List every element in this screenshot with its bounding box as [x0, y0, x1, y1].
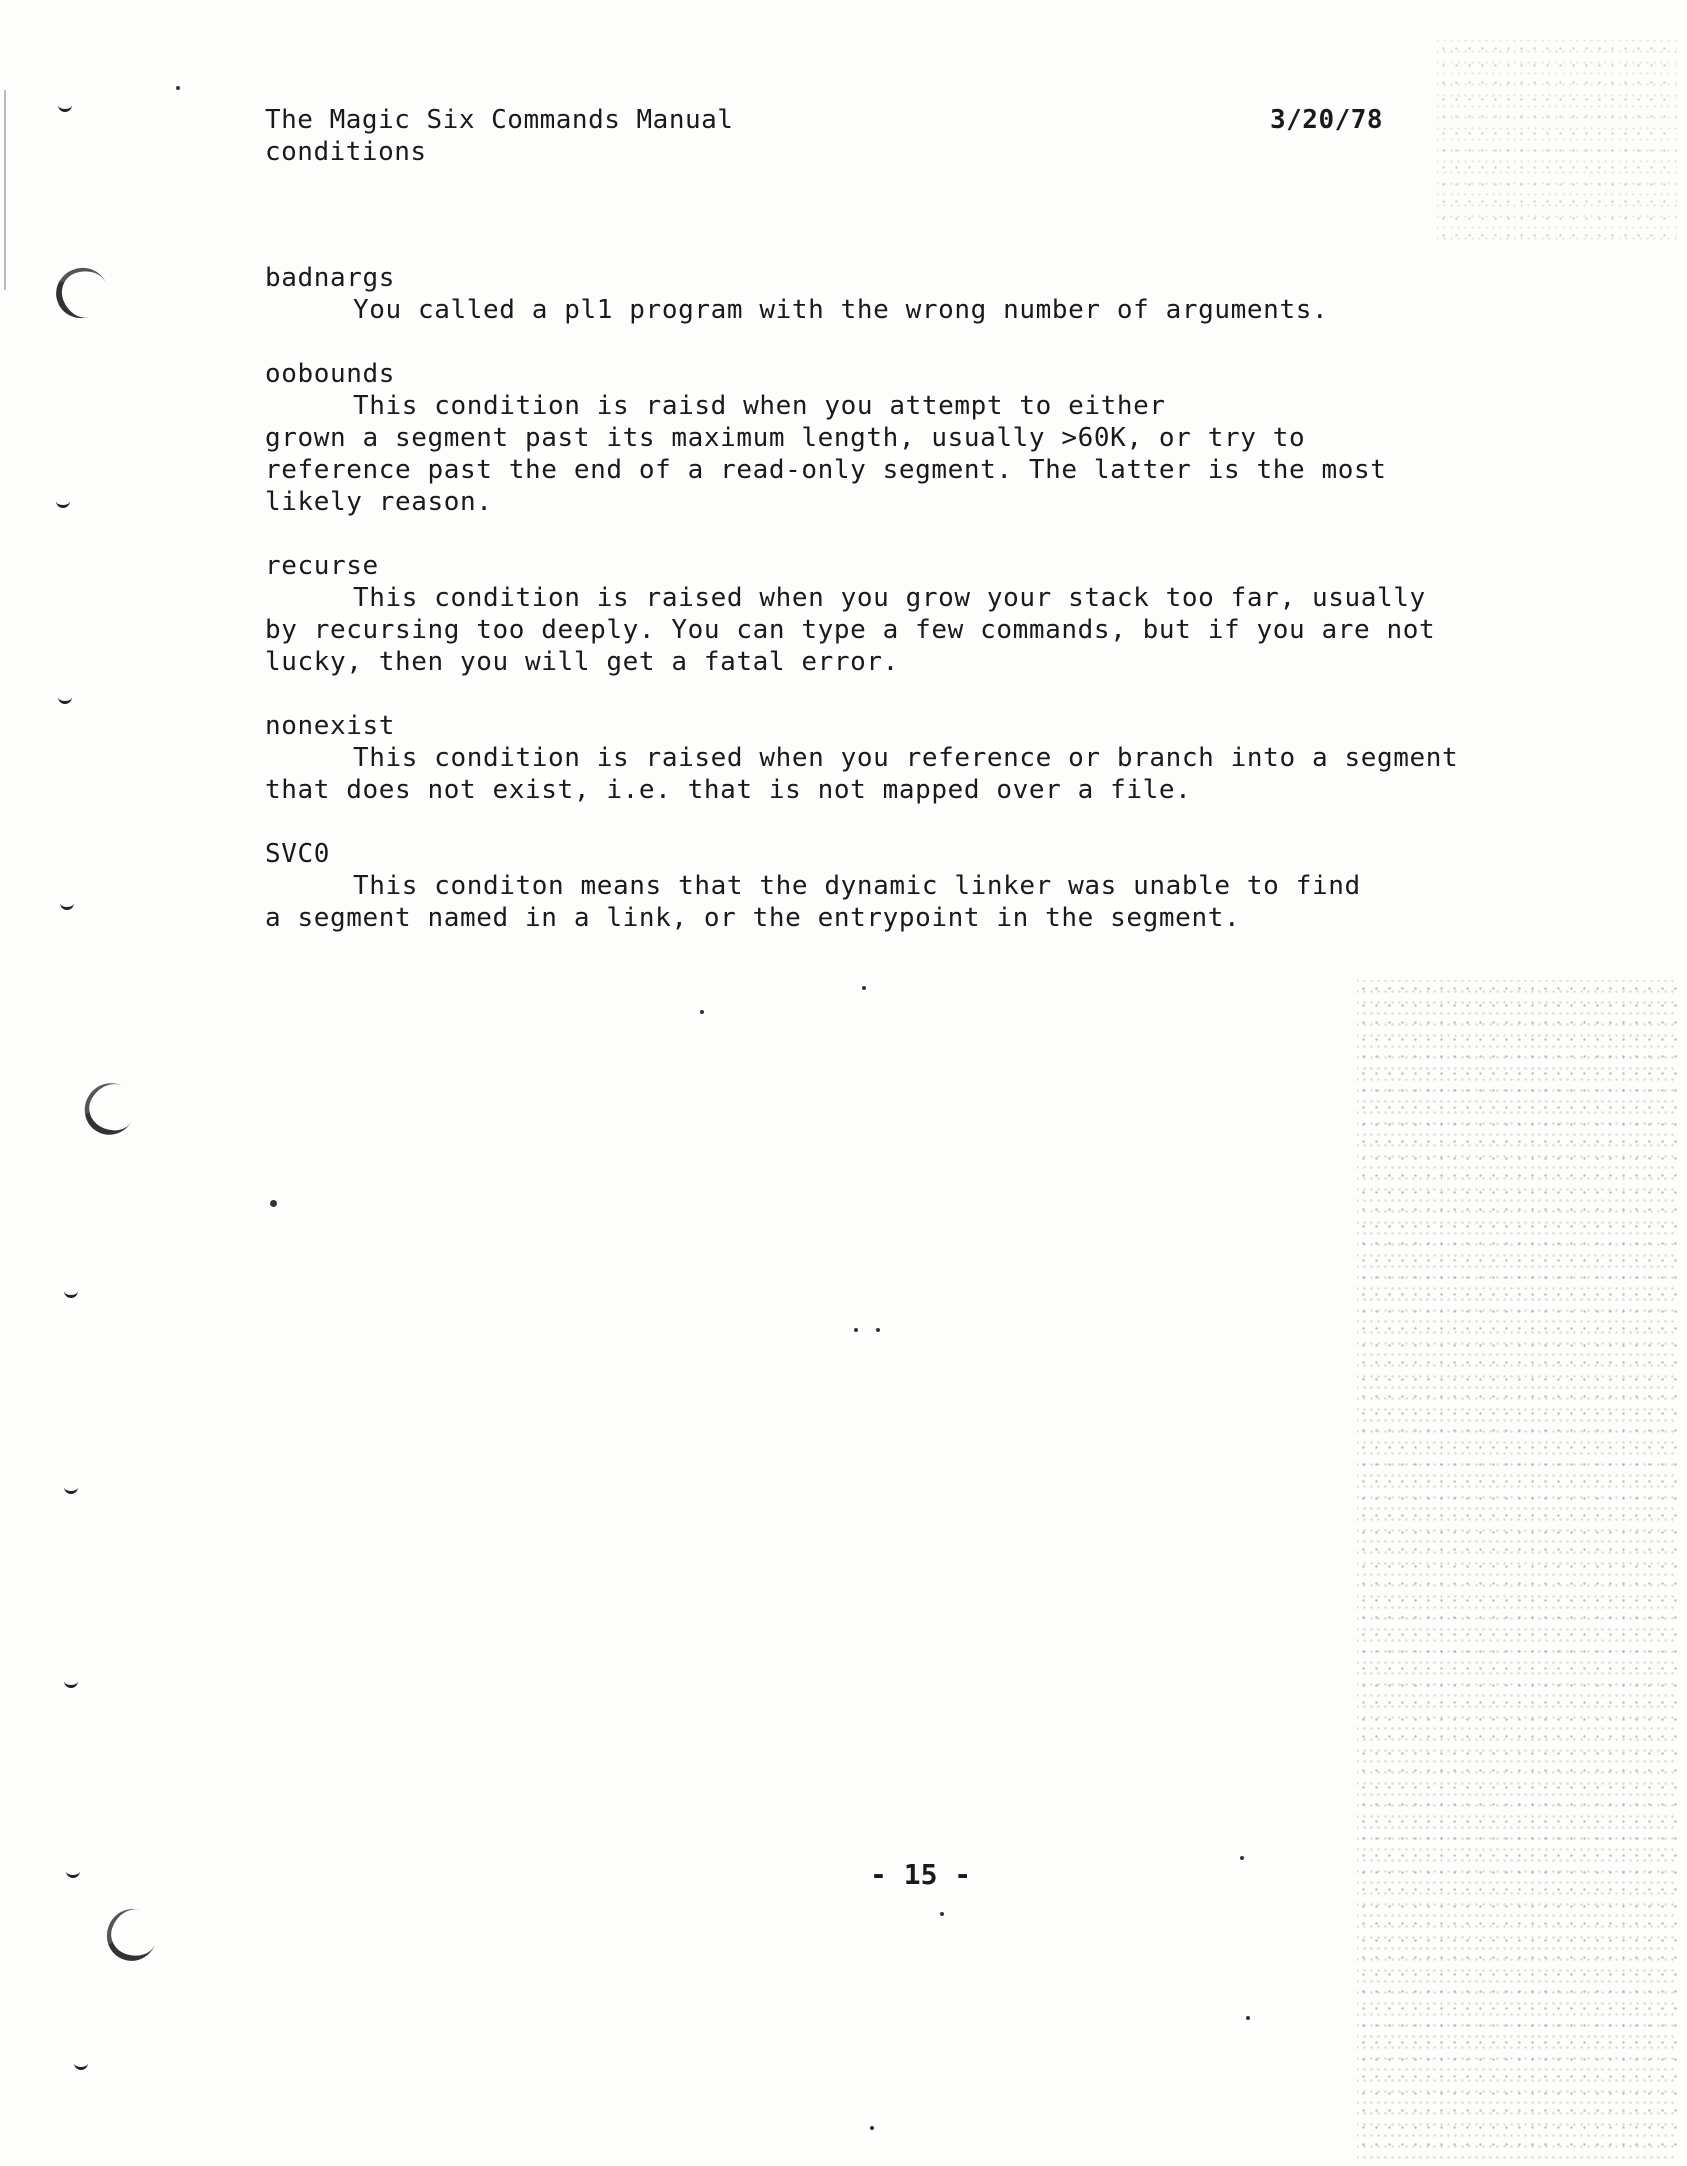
speck — [940, 1912, 944, 1916]
condition-name: oobounds — [265, 359, 396, 389]
scan-noise-right — [1357, 980, 1677, 2160]
condition-entry-recurse — [265, 550, 1465, 678]
speck — [1246, 2016, 1250, 2020]
condition-description: This condition is raised when you grow your stack too far, usually by recursing too deeply. You can type a few commands, but if you are not lucky, then you will get a fatal error. — [265, 583, 1436, 677]
speck — [870, 2126, 874, 2130]
edge-mark — [58, 696, 72, 704]
condition-description: This condition is raisd when you attempt to either grown a segment past its maximum length, usually >60K, or try to reference past the end of a read-only segment. The latter is the most likely reason. — [265, 391, 1387, 517]
condition-entry-oobounds — [265, 358, 1465, 518]
conditions-list — [265, 262, 1465, 966]
condition-description: This condition is raised when you reference or branch into a segment that does not exist, i.e. that is not mapped over a file. — [265, 743, 1459, 805]
speck — [854, 1328, 858, 1332]
edge-mark — [74, 2062, 88, 2070]
edge-mark — [58, 104, 72, 112]
document-date: 3/20/78 — [1270, 105, 1384, 135]
edge-mark — [64, 1680, 78, 1688]
condition-name: nonexist — [265, 711, 396, 741]
condition-entry-nonexist — [265, 710, 1465, 806]
scan-noise-top — [1437, 40, 1677, 240]
binder-hole — [100, 1902, 165, 1968]
speck — [1240, 1856, 1244, 1860]
condition-name: recurse — [265, 551, 379, 581]
binder-hole — [49, 261, 115, 326]
condition-description: This conditon means that the dynamic linker was unable to find a segment named in a link, or the entrypoint in the segment. — [265, 871, 1361, 933]
speck — [270, 1200, 277, 1207]
edge-mark — [60, 902, 74, 910]
condition-description: You called a pl1 program with the wrong number of arguments. — [353, 295, 1329, 325]
edge-mark — [66, 1870, 80, 1878]
section-name: conditions — [265, 137, 427, 167]
edge-mark — [64, 1486, 78, 1494]
page-edge-shadow — [4, 90, 6, 290]
edge-mark — [64, 1290, 78, 1298]
condition-name: SVC0 — [265, 839, 331, 869]
condition-name: badnargs — [265, 263, 396, 293]
edge-mark — [56, 500, 70, 508]
speck — [876, 1328, 880, 1332]
document-title: The Magic Six Commands Manual — [265, 105, 734, 135]
binder-hole — [75, 1074, 144, 1144]
speck — [700, 1010, 704, 1014]
speck — [176, 86, 180, 90]
condition-entry-badnargs — [265, 262, 1465, 326]
page-number: - 15 - — [870, 1858, 972, 1891]
condition-entry-svc0 — [265, 838, 1465, 934]
speck — [862, 986, 866, 990]
